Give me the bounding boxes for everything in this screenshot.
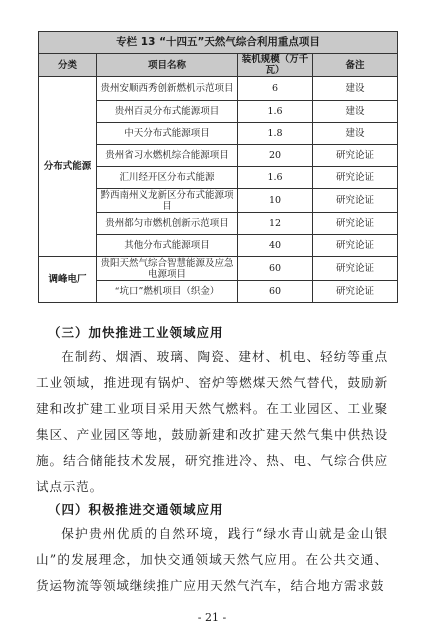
header-project-name: 项目名称 <box>97 54 238 77</box>
project-name-cell: “坑口”燃机项目（织金） <box>97 281 238 303</box>
project-name-cell: 其他分布式能源项目 <box>97 235 238 257</box>
capacity-cell: 20 <box>238 145 313 167</box>
project-name-cell: 中天分布式能源项目 <box>97 123 238 145</box>
capacity-cell: 1.6 <box>238 101 313 123</box>
page-number: - 21 - <box>197 611 227 624</box>
note-cell: 研究论证 <box>313 235 398 257</box>
capacity-cell: 60 <box>238 281 313 303</box>
note-cell: 研究论证 <box>313 189 398 213</box>
capacity-cell: 60 <box>238 257 313 281</box>
key-projects-table <box>38 31 398 303</box>
note-cell: 研究论证 <box>313 213 398 235</box>
section-paragraph-transport <box>36 521 388 599</box>
category-cell: 调峰电厂 <box>39 257 97 303</box>
section-paragraph-industry <box>36 344 388 500</box>
capacity-cell: 1.8 <box>238 123 313 145</box>
project-name-cell: 贵州都匀市燃机创新示范项目 <box>97 213 238 235</box>
capacity-cell: 40 <box>238 235 313 257</box>
paragraph-text: 保护贵州优质的自然环境，践行“绿水青山就是金山银山”的发展理念，加快交通领域天然气应用。在公共交通、货运物流等领域继续推广应用天然气汽车，结合地方需求鼓 <box>36 526 388 593</box>
section-heading-transport: （四）积极推进交通领域应用 <box>48 502 224 517</box>
project-name-cell: 贵州安顺西秀创新燃机示范项目 <box>97 77 238 101</box>
note-cell: 研究论证 <box>313 167 398 189</box>
projects-table-wrap <box>38 31 397 303</box>
category-cell: 分布式能源 <box>39 77 97 257</box>
note-cell: 建设 <box>313 77 398 101</box>
table-row <box>39 257 398 281</box>
table-caption: 专栏 13 “十四五”天然气综合利用重点项目 <box>39 32 398 54</box>
section-heading-industry: （三）加快推进工业领域应用 <box>48 325 224 340</box>
project-name-cell: 汇川经开区分布式能源 <box>97 167 238 189</box>
note-cell: 研究论证 <box>313 257 398 281</box>
note-cell: 研究论证 <box>313 281 398 303</box>
header-note: 备注 <box>313 54 398 77</box>
capacity-cell: 12 <box>238 213 313 235</box>
note-cell: 建设 <box>313 101 398 123</box>
note-cell: 研究论证 <box>313 145 398 167</box>
project-name-cell: 黔西南州义龙新区分布式能源项目 <box>97 189 238 213</box>
capacity-cell: 6 <box>238 77 313 101</box>
project-name-cell: 贵阳天然气综合智慧能源及应急电源项目 <box>97 257 238 281</box>
project-name-cell: 贵州省习水燃机综合能源项目 <box>97 145 238 167</box>
capacity-cell: 1.6 <box>238 167 313 189</box>
table-row <box>39 77 398 101</box>
project-name-cell: 贵州百灵分布式能源项目 <box>97 101 238 123</box>
note-cell: 建设 <box>313 123 398 145</box>
header-category: 分类 <box>39 54 97 77</box>
paragraph-text: 在制药、烟酒、玻璃、陶瓷、建材、机电、轻纺等重点工业领域，推进现有锅炉、窑炉等燃煤天然气替代，鼓励新建和改扩建工业项目采用天然气燃料。在工业园区、工业聚集区、产业园区等地，鼓励新建和改扩建天然气集中供热设施。结合储能技术发展，研究推进冷、热、电、气综合供应试点示范。 <box>36 349 388 494</box>
header-capacity: 装机规模（万千瓦） <box>238 54 313 77</box>
capacity-cell: 10 <box>238 189 313 213</box>
